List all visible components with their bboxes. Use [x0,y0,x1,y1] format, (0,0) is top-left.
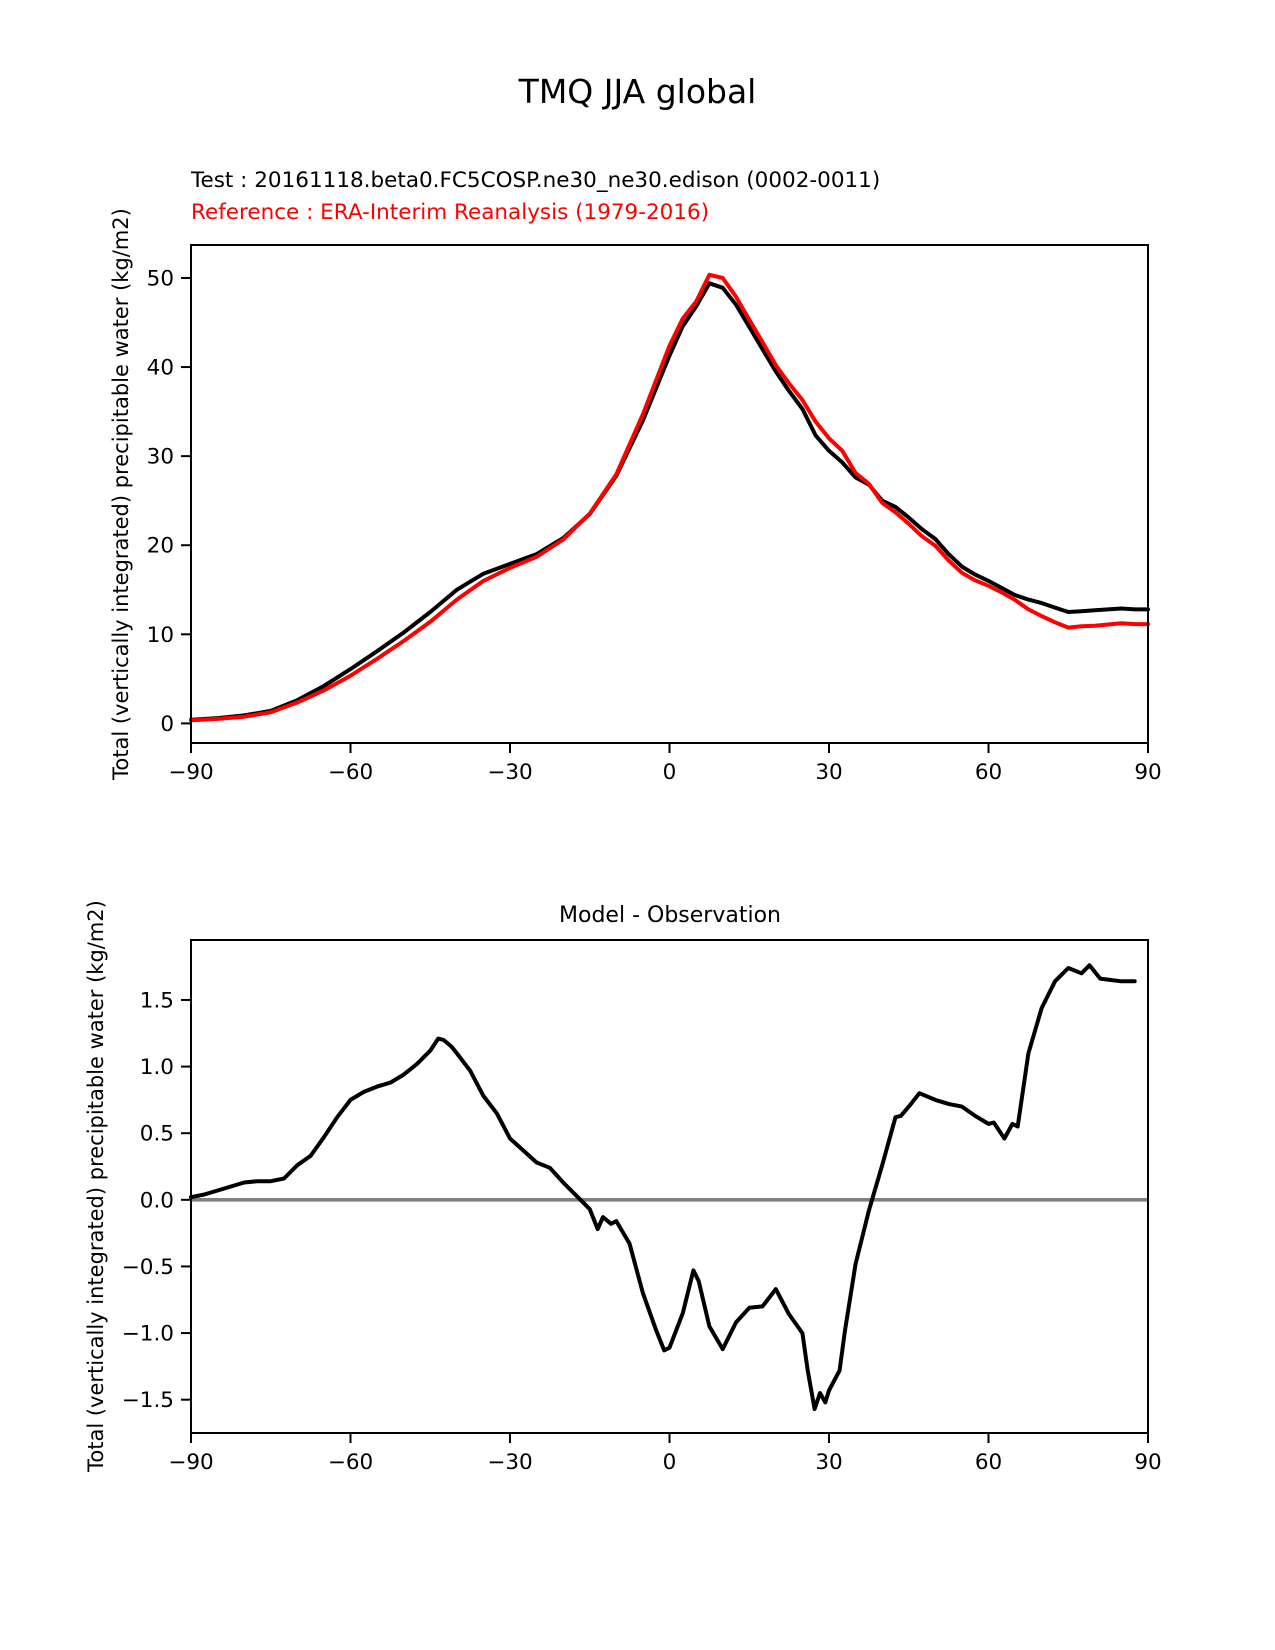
bottom-y-tick-label: −1.5 [121,1388,174,1414]
top-y-tick-label: 40 [146,355,174,381]
top-x-tick-label: 90 [1134,760,1162,785]
top-axes-frame [191,245,1148,743]
top-x-tick-label: 0 [662,760,677,785]
bottom-x-tick-label: 60 [974,1450,1003,1475]
bottom-y-tick-label: 1.5 [139,988,174,1014]
top-y-tick-label: 50 [146,266,174,292]
top-chart-y-axis-label: Total (vertically integrated) precipitable water (kg/m2) [109,208,133,780]
reference-series-label: Reference : ERA-Interim Reanalysis (1979-2016) [191,200,710,225]
top-x-tick-label: 30 [815,760,843,785]
bottom-y-tick-label: 1.0 [139,1055,174,1081]
bottom-x-tick-label: 0 [662,1450,677,1475]
top-x-tick-label: −60 [327,760,374,785]
bottom-x-tick-label: 30 [815,1450,843,1475]
top-y-tick-label: 20 [146,533,174,559]
bottom-x-tick-label: 90 [1134,1450,1162,1475]
top-y-tick-label: 30 [146,444,174,470]
top-x-tick-label: −90 [168,760,214,785]
bottom-y-tick-label: −0.5 [121,1254,174,1280]
top-y-tick-label: 10 [146,622,174,648]
figure-title: TMQ JJA global [518,72,757,111]
bottom-y-tick-label: 0.0 [139,1188,174,1214]
bottom-chart-title: Model - Observation [559,903,781,928]
bottom-y-tick-label: 0.5 [139,1121,174,1147]
bottom-series-line-0 [191,965,1135,1409]
bottom-chart-y-axis-label: Total (vertically integrated) precipitable water (kg/m2) [84,900,108,1472]
top-y-tick-label: 0 [160,711,174,737]
top-x-tick-label: 60 [974,760,1003,785]
bottom-x-tick-label: −30 [487,1450,533,1475]
test-series-label: Test : 20161118.beta0.FC5COSP.ne30_ne30.edison (0002-0011) [191,168,881,193]
top-x-tick-label: −30 [487,760,533,785]
bottom-x-tick-label: −90 [168,1450,214,1475]
top-series-line-1 [191,275,1148,721]
bottom-y-tick-label: −1.0 [121,1321,174,1347]
bottom-axes-frame [191,940,1148,1433]
bottom-x-tick-label: −60 [327,1450,374,1475]
